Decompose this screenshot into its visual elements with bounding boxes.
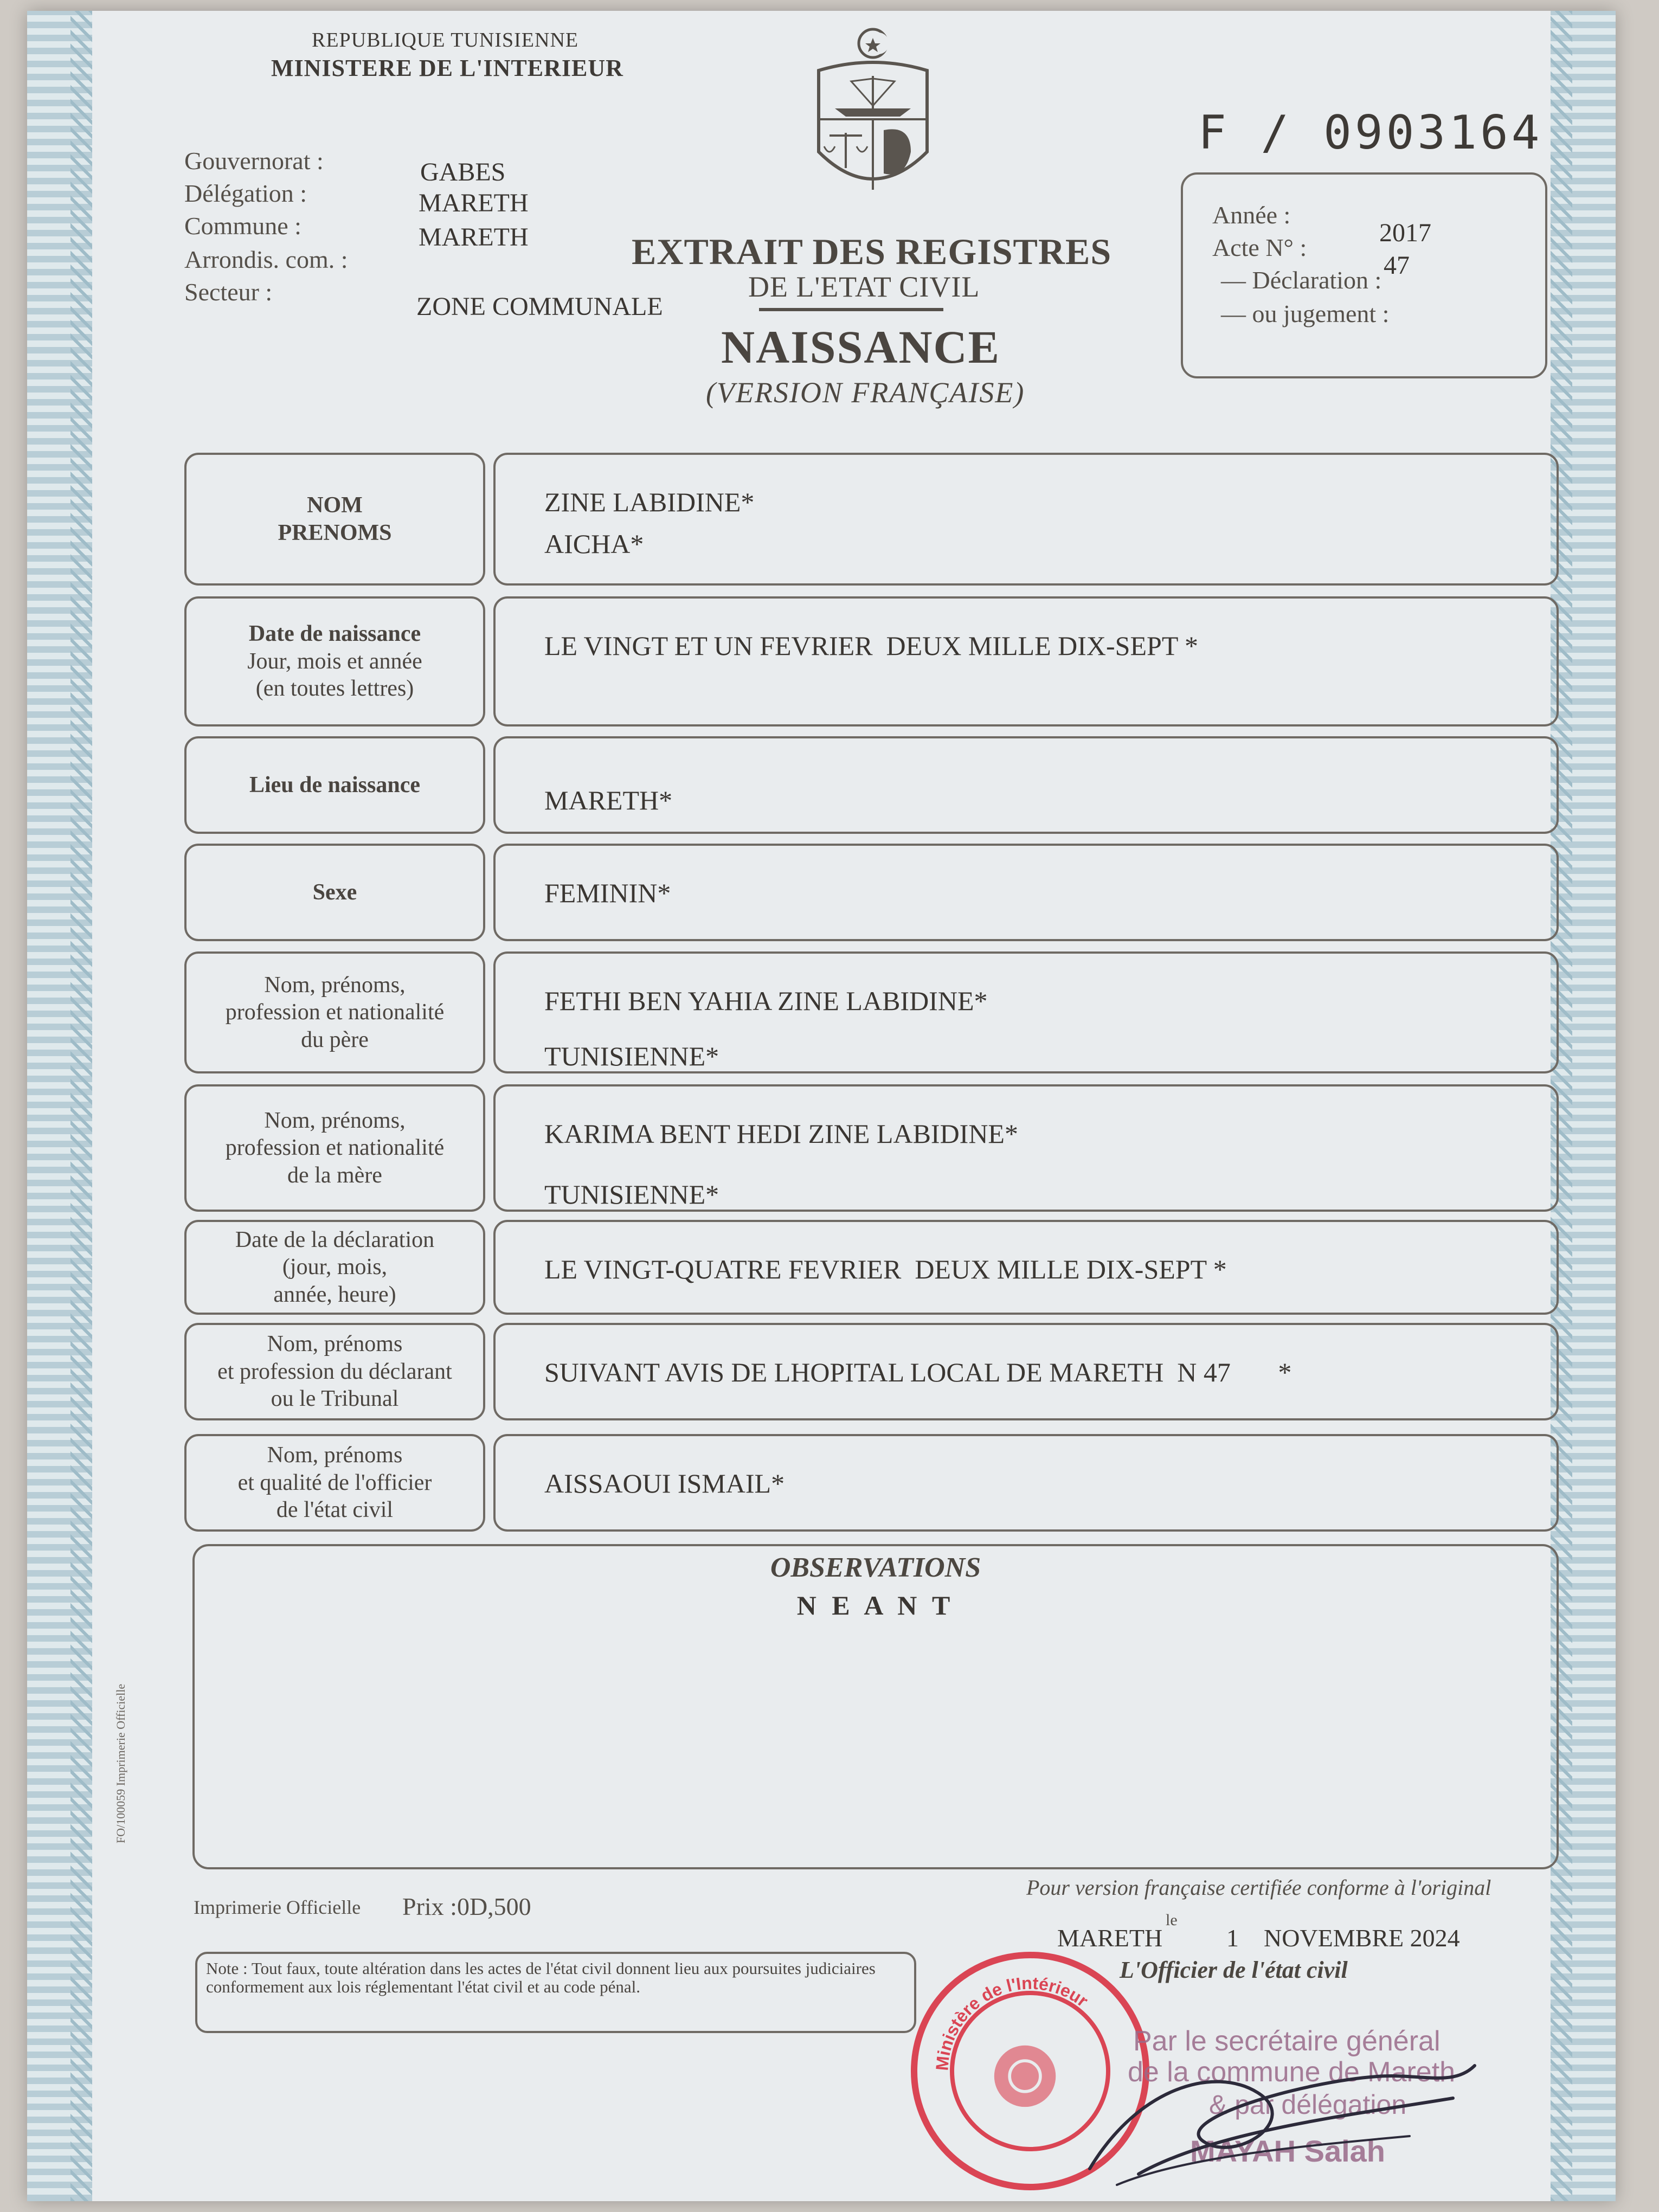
row-label-line: et profession du déclarant [217, 1359, 452, 1384]
row-label-line: Lieu de naissance [249, 772, 421, 798]
row-value-line: KARIMA BENT HEDI ZINE LABIDINE* [544, 1118, 1018, 1149]
delegation-value: MARETH [419, 189, 529, 217]
row-label-box [184, 844, 485, 941]
observations-title: OBSERVATIONS [770, 1552, 981, 1583]
row-label-line: année, heure) [273, 1282, 396, 1307]
commune-label: Commune : [184, 212, 301, 240]
note-text: Tout faux, toute altération dans les actes de l'état civil donnent lieu aux poursuites judiciaires conformement aux lois réglementant l'état civil et au code pénal. [206, 1959, 876, 1997]
row-value-line: FEMININ* [544, 878, 671, 908]
date-value: 1 NOVEMBRE 2024 [1226, 1924, 1460, 1952]
row-label-box [184, 951, 485, 1073]
row-value-box [493, 596, 1559, 726]
row-value-line: AICHA* [544, 529, 644, 559]
price-label: Prix :0D,500 [402, 1893, 531, 1920]
row-value-line: FETHI BEN YAHIA ZINE LABIDINE* [544, 986, 988, 1016]
security-border-left [27, 11, 92, 2201]
row-label-line: Nom, prénoms, [264, 972, 406, 998]
row-value-box [493, 736, 1559, 834]
annee-label: Année : [1212, 201, 1291, 229]
row-value-box [493, 1434, 1559, 1532]
row-value-box [493, 951, 1559, 1073]
row-label-box [184, 1220, 485, 1315]
row-label-line: Date de naissance [248, 621, 421, 647]
observations-box [192, 1544, 1559, 1869]
row-label-line: NOM [307, 493, 363, 518]
arrondis-label: Arrondis. com. : [184, 246, 348, 273]
row-label-line: profession et nationalité [225, 1135, 445, 1161]
row-value-line: LE VINGT-QUATRE FEVRIER DEUX MILLE DIX-SEPT * [544, 1254, 1227, 1284]
signature-line1: Par le secrétaire général [1133, 2025, 1441, 2057]
row-value-box [493, 844, 1559, 941]
commune-value: MARETH [419, 223, 529, 252]
row-label-line: (en toutes lettres) [255, 676, 414, 702]
row-label-box [184, 453, 485, 586]
row-label-line: du père [301, 1027, 369, 1052]
declaration-label: — Déclaration : [1221, 266, 1382, 294]
row-label-box [184, 736, 485, 834]
row-value-line: TUNISIENNE* [544, 1041, 719, 1071]
row-value-line: LE VINGT ET UN FEVRIER DEUX MILLE DIX-SEPT * [544, 631, 1198, 661]
observations-text: N E A N T [796, 1590, 955, 1621]
annee-value: 2017 [1379, 218, 1431, 247]
row-label-line: et qualité de l'officier [237, 1470, 432, 1495]
republic-label: REPUBLIQUE TUNISIENNE [312, 29, 579, 52]
row-label-line: de l'état civil [276, 1497, 394, 1523]
row-label-line: Nom, prénoms, [264, 1108, 406, 1133]
coat-of-arms-icon [808, 27, 938, 211]
acte-box [1181, 172, 1547, 378]
title-divider [759, 308, 943, 311]
acte-number-label: Acte N° : [1212, 234, 1307, 261]
note-box [195, 1952, 916, 2033]
place-value: MARETH [1057, 1924, 1163, 1952]
title-extrait: EXTRAIT DES REGISTRES [632, 231, 1112, 272]
row-label-box [184, 1434, 485, 1532]
row-value-line: MARETH* [544, 785, 673, 815]
row-value-line: ZINE LABIDINE* [544, 487, 755, 517]
delegation-label: Délégation : [184, 179, 307, 207]
jugement-label: — ou jugement : [1221, 300, 1390, 327]
title-naissance: NAISSANCE [721, 321, 1001, 373]
gouvernorat-label: Gouvernorat : [184, 147, 324, 175]
note-label: Note : [206, 1959, 248, 1978]
officer-label: L'Officier de l'état civil [1120, 1957, 1348, 1983]
row-label-line: Jour, mois et année [247, 648, 422, 674]
ministry-label: MINISTERE DE L'INTERIEUR [271, 55, 623, 81]
row-label-box [184, 1084, 485, 1212]
row-value-box [493, 1084, 1559, 1212]
row-label-line: Nom, prénoms [267, 1443, 403, 1468]
security-border-right [1551, 11, 1616, 2201]
acte-number-value: 47 [1384, 251, 1410, 280]
signature-line3: & par délégation [1209, 2089, 1407, 2120]
title-etat-civil: DE L'ETAT CIVIL [748, 271, 980, 303]
certification-text: Pour version française certifiée conforme à l'original [1026, 1875, 1491, 1900]
title-version: (VERSION FRANÇAISE) [706, 376, 1025, 409]
serial-number: F / 0903164 [1198, 106, 1543, 160]
signature-name: MAYAH Salah [1190, 2134, 1386, 2168]
gouvernorat-value: GABES [420, 158, 506, 187]
side-print: FO/100059 Imprimerie Officielle [114, 1683, 127, 1843]
row-label-line: Nom, prénoms [267, 1332, 403, 1357]
row-value-box [493, 1323, 1559, 1420]
row-value-box [493, 1220, 1559, 1315]
row-value-box [493, 453, 1559, 586]
row-value-line: AISSAOUI ISMAIL* [544, 1468, 785, 1499]
signature-line2: de la commune de Mareth [1128, 2056, 1456, 2088]
row-label-line: (jour, mois, [282, 1255, 388, 1280]
row-value-line: TUNISIENNE* [544, 1179, 719, 1210]
row-value-line: SUIVANT AVIS DE LHOPITAL LOCAL DE MARETH N 47 * [544, 1357, 1292, 1387]
row-label-box [184, 596, 485, 726]
row-label-line: PRENOMS [278, 520, 392, 545]
handwritten-signature [1073, 2033, 1496, 2196]
secteur-value: ZONE COMMUNALE [416, 292, 663, 321]
row-label-line: Sexe [312, 879, 357, 905]
printer-label: Imprimerie Officielle [194, 1896, 361, 1918]
row-label-line: Date de la déclaration [235, 1227, 435, 1252]
svg-text:Ministère de l'Intérieur: Ministère de l'Intérieur [932, 1973, 1092, 2072]
row-label-line: de la mère [287, 1162, 382, 1188]
row-label-box [184, 1323, 485, 1420]
le-label: le [1166, 1911, 1178, 1929]
row-label-line: profession et nationalité [225, 1000, 445, 1025]
row-label-line: ou le Tribunal [271, 1386, 399, 1412]
secteur-label: Secteur : [184, 278, 273, 306]
